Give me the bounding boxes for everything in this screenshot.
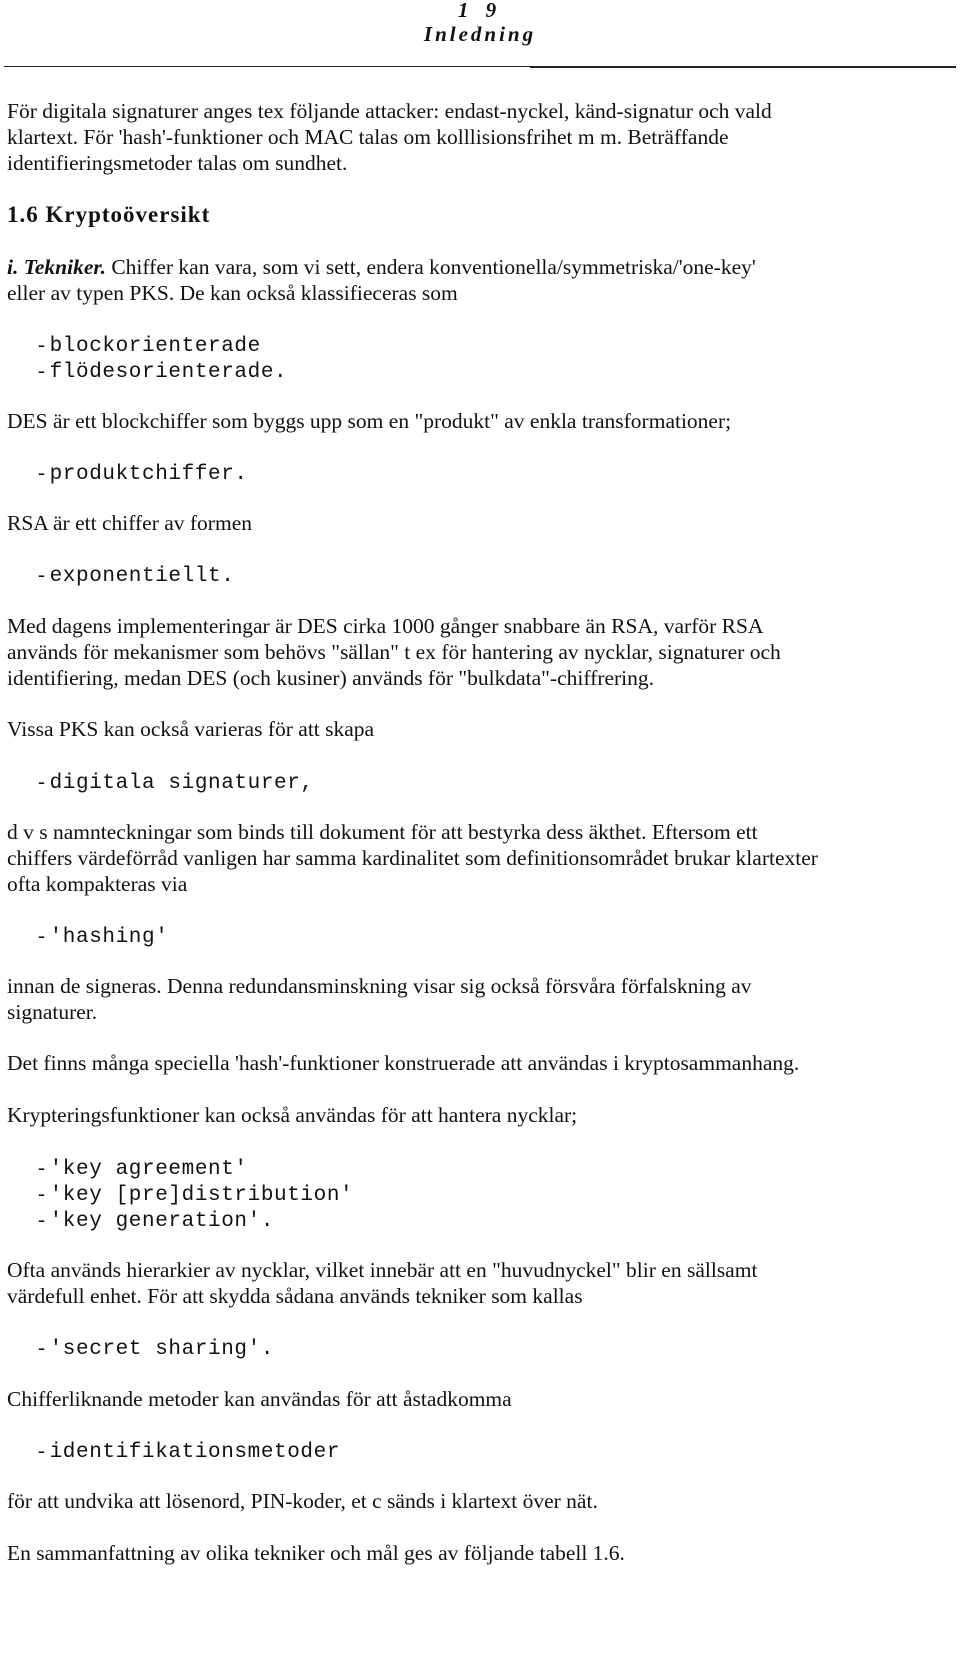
paragraph-line: för att undvika att lösenord, PIN-koder, et c sänds i klartext över nät. xyxy=(7,1489,598,1513)
paragraph-line: ofta kompakteras via xyxy=(7,872,188,896)
paragraph-line: används för mekanismer som behövs "sällan" t ex för hantering av nycklar, signaturer och xyxy=(7,640,781,664)
list-item: - 'key [pre]distribution' xyxy=(38,1181,354,1207)
list-item: - digitala signaturer, xyxy=(38,769,314,795)
paragraph-line: d v s namnteckningar som binds till dokument för att bestyrka dess äkthet. Eftersom ett xyxy=(7,820,758,844)
section-heading: 1.6 Kryptoöversikt xyxy=(7,202,211,227)
paragraph-line: chiffers värdeförråd vanligen har samma kardinalitet som definitionsområdet brukar klartexter xyxy=(7,846,818,870)
paragraph-line: Ofta används hierarkier av nycklar, vilket innebär att en "huvudnyckel" blir en sällsamt xyxy=(7,1258,758,1282)
paragraph-line: identifieringsmetoder talas om sundhet. xyxy=(7,151,348,175)
page-header xyxy=(0,0,960,70)
paragraph-line: Vissa PKS kan också varieras för att skapa xyxy=(7,717,375,741)
paragraph-text: Chiffer kan vara, som vi sett, endera konventionella/symmetriska/'one-key' xyxy=(105,255,756,279)
page-number: 1 9 xyxy=(457,0,503,22)
list-item: - produktchiffer. xyxy=(38,460,248,486)
paragraph-line: En sammanfattning av olika tekniker och mål ges av följande tabell 1.6. xyxy=(7,1541,625,1565)
paragraph-line: innan de signeras. Denna redundansminskning visar sig också försvåra förfalskning av xyxy=(7,974,752,998)
paragraph-line: DES är ett blockchiffer som byggs upp som en "produkt" av enkla transformationer; xyxy=(7,409,732,433)
list-item: - blockorienterade xyxy=(38,332,261,358)
paragraph-line: RSA är ett chiffer av formen xyxy=(7,511,252,535)
paragraph-line: Krypteringsfunktioner kan också användas för att hantera nycklar; xyxy=(7,1103,578,1127)
paragraph-line: Chifferliknande metoder kan användas för att åstadkomma xyxy=(7,1387,512,1411)
paragraph-line xyxy=(7,254,756,280)
paragraph-line: Det finns många speciella 'hash'-funktioner konstruerade att användas i kryptosammanhang. xyxy=(7,1051,800,1075)
paragraph-line: Med dagens implementeringar är DES cirka 1000 gånger snabbare än RSA, varför RSA xyxy=(7,614,764,638)
paragraph-line: identifiering, medan DES (och kusiner) används för "bulkdata"-chiffrering. xyxy=(7,666,655,690)
list-item: - exponentiellt. xyxy=(38,562,235,588)
running-title: Inledning xyxy=(423,22,537,46)
paragraph-line: värdefull enhet. För att skydda sådana används tekniker som kallas xyxy=(7,1284,583,1308)
header-rule-accent xyxy=(530,66,956,68)
paragraph-line: signaturer. xyxy=(7,1000,98,1024)
list-item: - identifikationsmetoder xyxy=(38,1438,341,1464)
paragraph-lead: i. Tekniker. xyxy=(7,255,106,279)
paragraph-line: För digitala signaturer anges tex följande attacker: endast-nyckel, känd-signatur och vald xyxy=(7,99,772,123)
paragraph-line: eller av typen PKS. De kan också klassifieceras som xyxy=(7,281,458,305)
list-item: - 'hashing' xyxy=(38,923,169,949)
list-item: - 'secret sharing'. xyxy=(38,1335,275,1361)
list-item: - 'key generation'. xyxy=(38,1207,275,1233)
list-item: - 'key agreement' xyxy=(38,1155,248,1181)
paragraph-line: klartext. För 'hash'-funktioner och MAC talas om kolllisionsfrihet m m. Beträffande xyxy=(7,125,729,149)
list-item: - flödesorienterade. xyxy=(38,358,288,384)
